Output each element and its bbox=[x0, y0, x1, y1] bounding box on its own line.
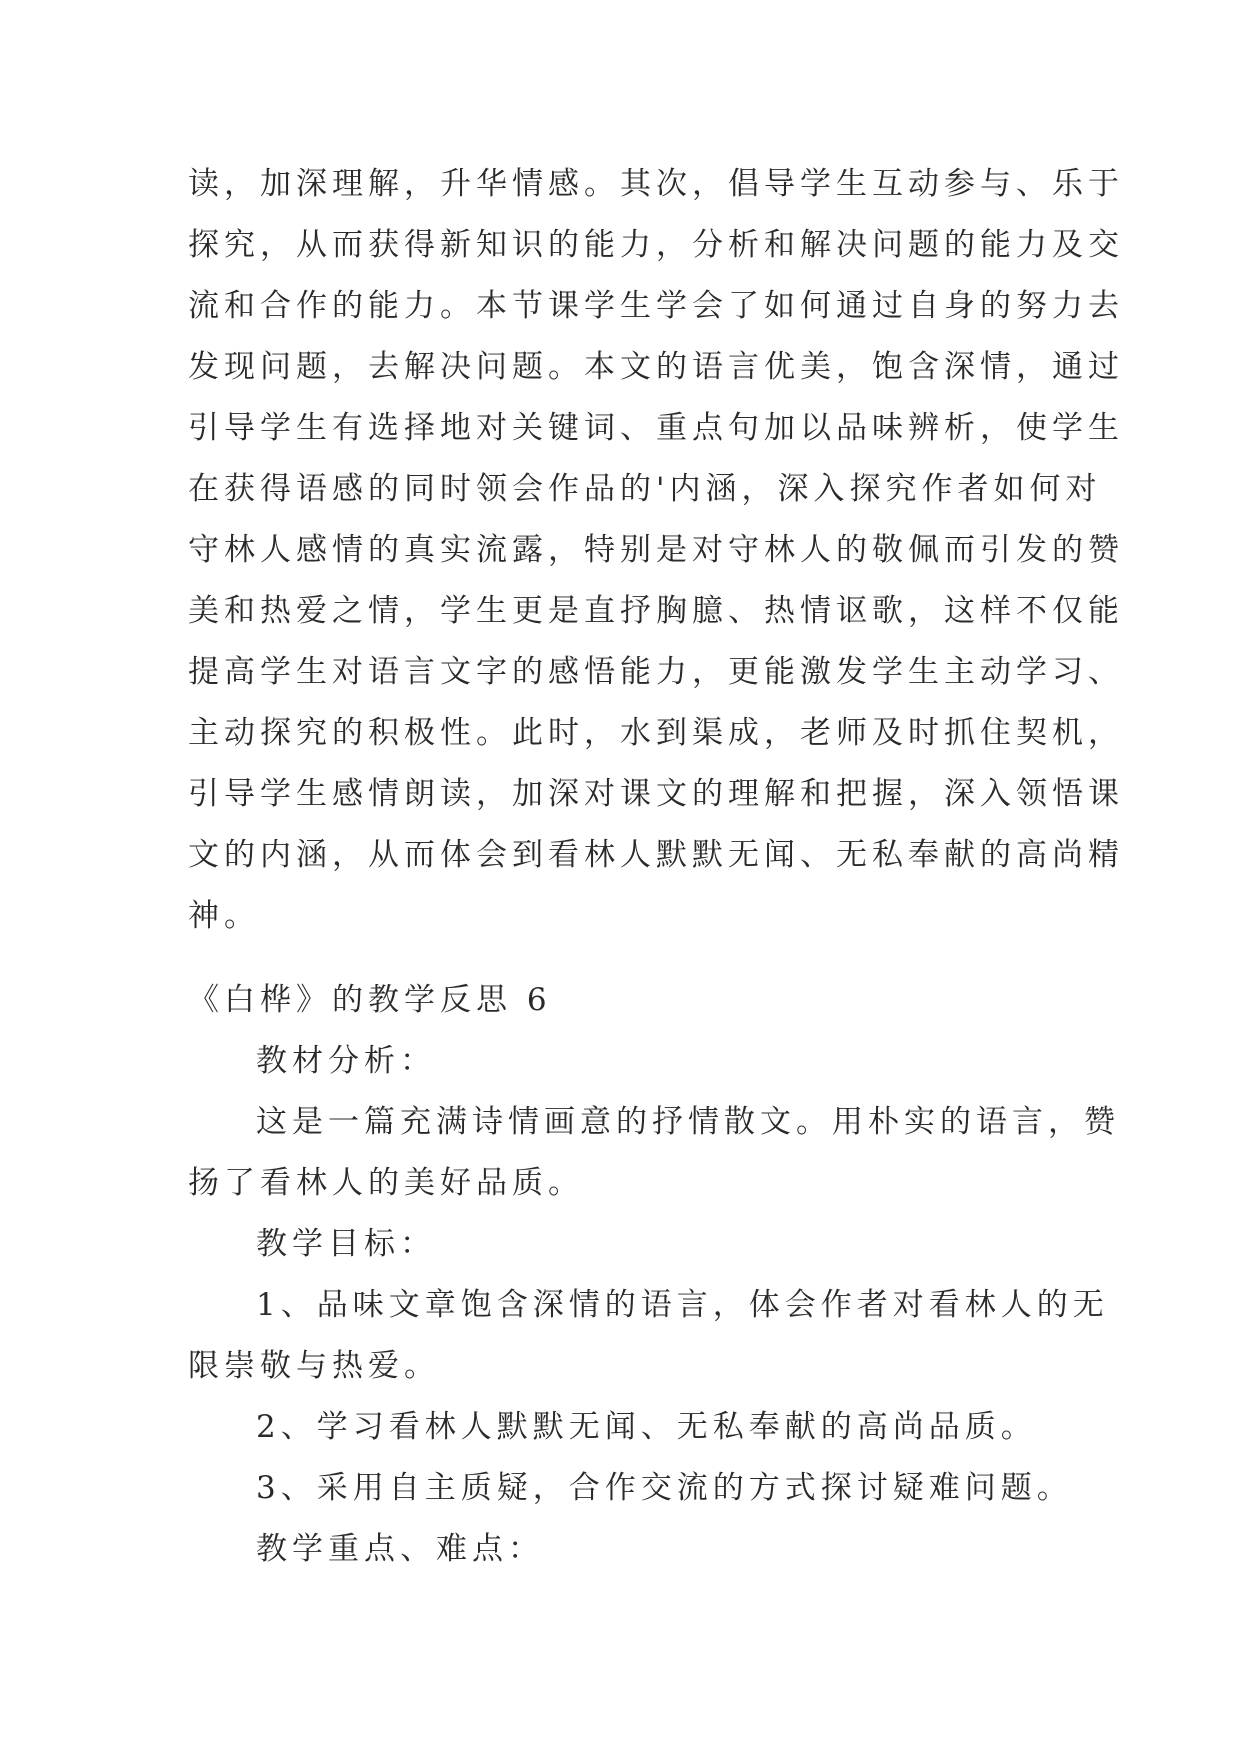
section-heading-block bbox=[188, 970, 1068, 1031]
paragraph-line: 发现问题，去解决问题。本文的语言优美，饱含深情，通过 bbox=[188, 349, 1124, 385]
paragraph-line: 文的内涵，从而体会到看林人默默无闻、无私奉献的高尚精 bbox=[188, 837, 1124, 873]
goal-3: 3、采用自主质疑，合作交流的方式探讨疑难问题。 bbox=[256, 1470, 1073, 1506]
paragraph-line: 在获得语感的同时领会作品的'内涵，深入探究作者如何对 bbox=[188, 471, 1102, 507]
paragraph-line: 流和合作的能力。本节课学生学会了如何通过自身的努力去 bbox=[188, 288, 1124, 324]
paragraph-line: 提高学生对语言文字的感悟能力，更能激发学生主动学习、 bbox=[188, 654, 1124, 690]
paragraph-line: 神。 bbox=[188, 898, 260, 934]
paragraph-line: 引导学生感情朗读，加深对课文的理解和把握，深入领悟课 bbox=[188, 776, 1124, 812]
material-analysis-label: 教材分析： bbox=[256, 1043, 436, 1079]
key-points-label: 教学重点、难点： bbox=[256, 1531, 544, 1567]
goal-1-line: 限崇敬与热爱。 bbox=[188, 1348, 440, 1384]
reflection-paragraph bbox=[188, 154, 1124, 947]
paragraph-line: 探究，从而获得新知识的能力，分析和解决问题的能力及交 bbox=[188, 227, 1124, 263]
paragraph-line: 美和热爱之情，学生更是直抒胸臆、热情讴歌，这样不仅能 bbox=[188, 593, 1124, 629]
paragraph-line: 守林人感情的真实流露，特别是对守林人的敬佩而引发的赞 bbox=[188, 532, 1124, 568]
teaching-goals-label: 教学目标： bbox=[256, 1226, 436, 1262]
paragraph-line: 主动探究的积极性。此时，水到渠成，老师及时抓住契机， bbox=[188, 715, 1124, 751]
section-heading: 《白桦》的教学反思 6 bbox=[188, 982, 552, 1018]
goal-2: 2、学习看林人默默无闻、无私奉献的高尚品质。 bbox=[256, 1409, 1037, 1445]
material-analysis-line: 这是一篇充满诗情画意的抒情散文。用朴实的语言，赞 bbox=[256, 1104, 1120, 1140]
section-body bbox=[188, 1031, 1120, 1580]
goal-1-line: 1、品味文章饱含深情的语言，体会作者对看林人的无 bbox=[256, 1287, 1109, 1323]
material-analysis-line: 扬了看林人的美好品质。 bbox=[188, 1165, 584, 1201]
paragraph-line: 读，加深理解，升华情感。其次，倡导学生互动参与、乐于 bbox=[188, 166, 1124, 202]
paragraph-line: 引导学生有选择地对关键词、重点句加以品味辨析，使学生 bbox=[188, 410, 1124, 446]
